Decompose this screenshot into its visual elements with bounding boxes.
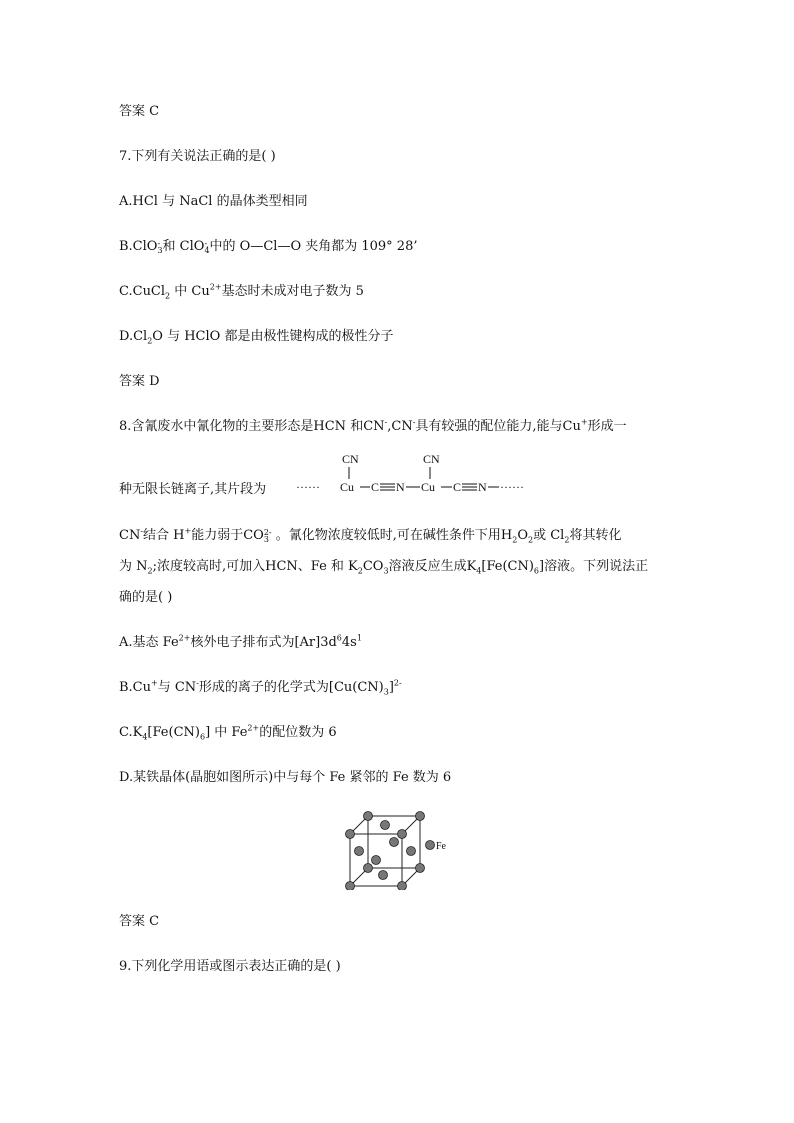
question-8-option-a: A.基态 $Fe^{2+}$核外电子排布式为$[Ar]3d^64s^1$ [119,633,362,650]
fe-atom [346,830,355,839]
question-8-option-d: D.某铁晶体(晶胞如图所示)中与每个 Fe 紧邻的 Fe 数为 6 [119,770,452,785]
chain-cu-1: Cu [340,480,355,494]
question-8-line-2: 种无限长链离子,其片段为 [119,482,267,497]
chain-cn-2: CN [423,452,440,466]
fe-atom [364,812,373,821]
fe-atom [398,830,407,839]
chain-cu-2: Cu [421,480,436,494]
fe-atom [364,864,373,873]
fe-atom [416,812,425,821]
question-7-stem: 7.下列有关说法正确的是( ) [119,149,276,164]
fe-atom [390,838,399,847]
answer-8: 答案 C [119,914,160,929]
fe-atom [379,871,388,880]
question-7-option-c: C.CuCl$_2$ 中 $Cu^{2+}$基态时未成对电子数为 5 [119,282,364,301]
chain-n-1: N [396,480,405,494]
fe-atom [407,847,416,856]
question-8-option-c: $C.K_4[Fe(CN)_6]$ 中 $Fe^{2+}$的配位数为 6 [119,723,337,742]
question-8-option-b: B.Cu+与 CN-形成的离子的化学式为$[Cu(CN)_3]^{2-}$ [119,678,402,697]
question-7-option-d: $D.Cl_2O$ 与 HClO 都是由极性键构成的极性分子 [119,329,394,346]
answer-7: 答案 D [119,374,160,389]
fe-atom [346,882,355,891]
chain-dots-left: ······ [296,480,320,494]
chain-cn-1: CN [342,452,359,466]
question-7-option-b: B.ClO - 3 和 ClO - 4 中的 O—Cl—O 夹角都为 109° 28’ [119,239,418,255]
chain-c-1: C [371,480,380,494]
legend-fe-label: Fe [436,841,446,852]
fe-atom [355,847,364,856]
fe-atom [416,864,425,873]
fe-atom [398,882,407,891]
question-8-line-5: 确的是( ) [119,590,173,605]
question-9-stem: 9.下列化学用语或图示表达正确的是( ) [119,959,341,974]
chain-ion-fragment [296,449,546,499]
answer-6: 答案 C [119,104,160,119]
chain-c-2: C [453,480,462,494]
chain-n-2: N [478,480,487,494]
iron-unit-cell-diagram [338,808,458,890]
fe-atom [372,856,381,865]
question-8-line-1: 8.含氰废水中氰化物的主要形态是HCN 和CN-,CN-具有较强的配位能力,能与Cu+形成一 [119,417,627,434]
chain-dots-right: ······ [500,480,524,494]
question-8-line-3: CN-结合 H+能力弱于CO 2- 3 。氰化物浓度较低时,可在碱性条件下用$H_2O_2$或 $Cl_2$将其转化 [119,526,622,545]
question-7-option-a: A.HCl 与 NaCl 的晶体类型相同 [119,194,308,209]
legend-fe-atom-icon [426,841,435,850]
question-8-line-4: 为 $N_2$;浓度较高时,可加入HCN、Fe 和 $K_2CO_3$溶液反应生成$K_4[Fe(CN)_6]$溶液。下列说法正 [119,559,649,576]
fe-atom [381,821,390,830]
